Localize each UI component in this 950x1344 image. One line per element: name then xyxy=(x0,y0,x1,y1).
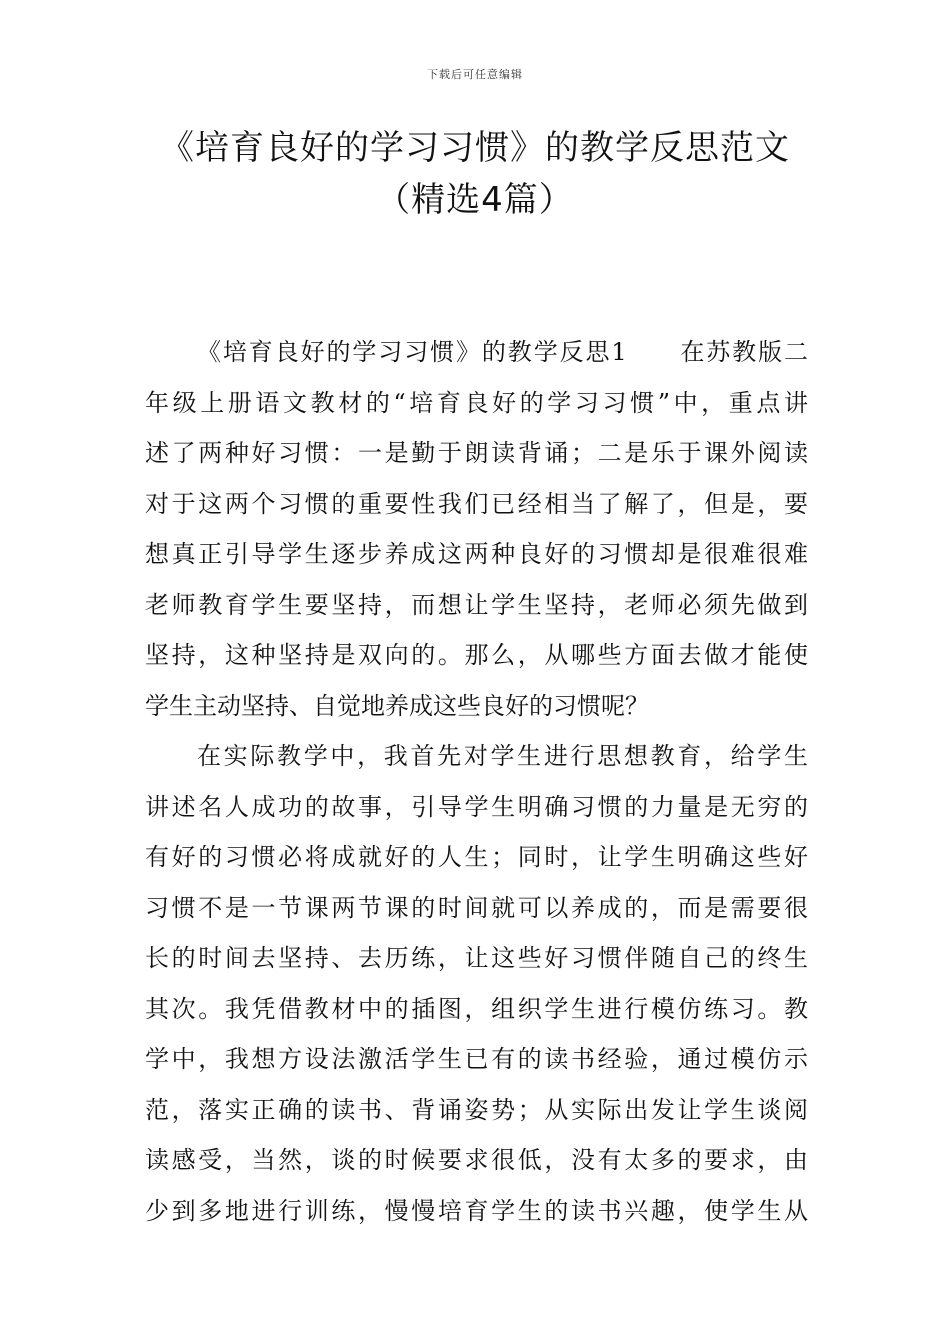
text-line: 读感受，当然，谈的时候要求很低，没有太多的要求，由 xyxy=(145,1146,808,1174)
text-line: 范，落实正确的读书、背诵姿势；从实际出发让学生谈阅 xyxy=(145,1095,808,1124)
header-note: 下载后可任意编辑 xyxy=(427,68,523,81)
text-line: 述了两种好习惯：一是勤于朗读背诵；二是乐于课外阅读 xyxy=(145,439,808,467)
text-line: 想真正引导学生逐步养成这两种良好的习惯却是很难很难 xyxy=(145,540,808,568)
title-line-1: 《培育良好的学习习惯》的教学反思范文 xyxy=(160,128,790,168)
text-line: 学生主动坚持、自觉地养成这些良好的习惯呢？ xyxy=(145,691,649,720)
title-line-2: （精选4篇） xyxy=(376,180,574,220)
text-line: 坚持，这种坚持是双向的。那么，从哪些方面去做才能使 xyxy=(145,641,808,669)
document-title xyxy=(0,122,950,226)
text-line: 少到多地进行训练，慢慢培育学生的读书兴趣，使学生从 xyxy=(145,1196,808,1225)
text-line: 年级上册语文教材的“培育良好的学习习惯”中，重点讲 xyxy=(145,388,808,417)
text-line: 讲述名人成功的故事，引导学生明确习惯的力量是无穷的 xyxy=(145,792,808,821)
text-line: 《培育良好的学习习惯》的教学反思1 在苏教版二 xyxy=(197,338,808,366)
text-line: 其次。我凭借教材中的插图，组织学生进行模仿练习。教 xyxy=(145,994,808,1023)
text-line: 对于这两个习惯的重要性我们已经相当了解了，但是，要 xyxy=(145,489,808,518)
text-line: 长的时间去坚持、去历练，让这些好习惯伴随自己的终生 xyxy=(145,944,808,972)
text-line: 习惯不是一节课两节课的时间就可以养成的，而是需要很 xyxy=(145,893,808,922)
text-line: 有好的习惯必将成就好的人生；同时，让学生明确这些好 xyxy=(145,843,808,871)
text-line: 在实际教学中，我首先对学生进行思想教育，给学生 xyxy=(197,742,808,770)
body-text xyxy=(145,327,808,1236)
text-line: 学中，我想方设法激活学生已有的读书经验，通过模仿示 xyxy=(145,1045,808,1073)
text-line: 老师教育学生要坚持，而想让学生坚持，老师必须先做到 xyxy=(145,590,808,619)
